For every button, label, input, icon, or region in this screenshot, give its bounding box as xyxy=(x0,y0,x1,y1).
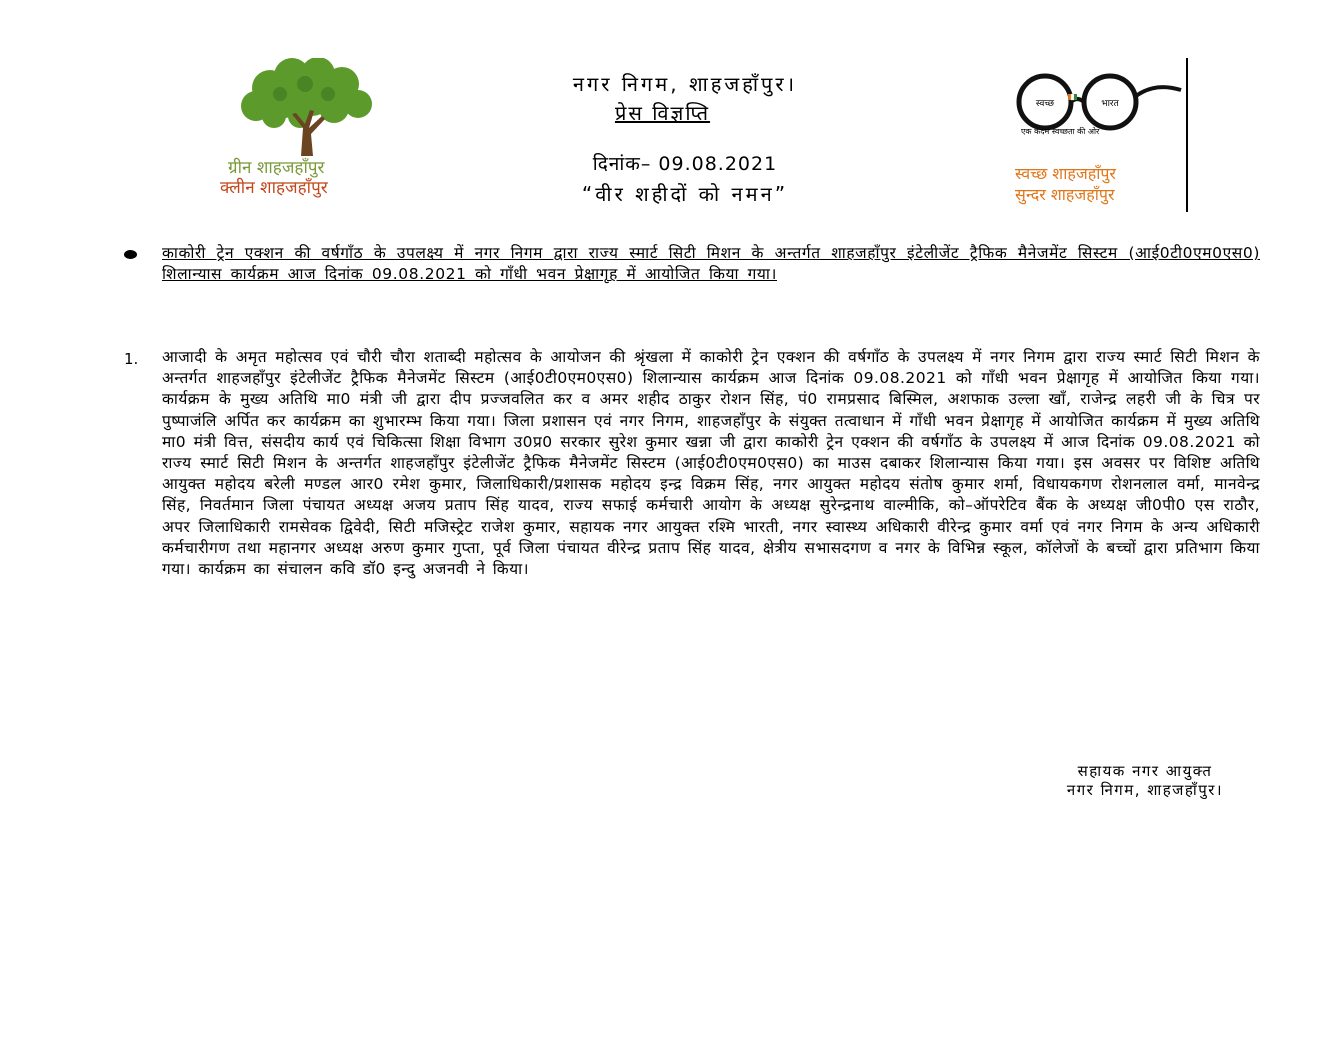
body-paragraph: आजादी के अमृत महोत्सव एवं चौरी चौरा शताब्दी महोत्सव के आयोजन की श्रृंखला में काकोरी ट्रेन एक्शन की वर्षगाँठ के उपलक्ष्य में नगर निगम द्वारा राज्य स्मार्ट सिटी मिशन के अन्तर्गत शाहजहाँपुर इंटेलीजेंट ट्रैफिक मैनेजमेंट सिस्टम (आई0टी0एम0एस0) शिलान्यास कार्यक्रम आज दिनांक 09.08.2021 को गाँधी भवन प्रेक्षागृह में आयोजित किया गया। कार्यक्रम के मुख्य अतिथि मा0 मंत्री जी द्वारा दीप प्रज्जवलित कर व अमर शहीद ठाकुर रोशन सिंह, पं0 रामप्रसाद बिस्मिल, अशफाक उल्ला खाँ, राजेन्द्र लहरी जी के चित्र पर पुष्पाजंलि अर्पित कर कार्यक्रम का शुभारम्भ किया गया। जिला प्रशासन एवं नगर निगम, शाहजहाँपुर के संयुक्त तत्वाधान में गाँधी भवन प्रेक्षागृह में आयोजित कार्यक्रम में मुख्य अतिथि मा0 मंत्री वित्त, संसदीय कार्य एवं चिकित्सा शिक्षा विभाग उ0प्र0 सरकार सुरेश कुमार खन्ना जी द्वारा काकोरी ट्रेन एक्शन की वर्षगाँठ के उपलक्ष्य में आज दिनांक 09.08.2021 को राज्य स्मार्ट सिटी मिशन के अन्तर्गत शाहजहाँपुर इंटेलीजेंट ट्रैफिक मैनेजमेंट सिस्टम (आई0टी0एम0एस0) का माउस दबाकर शिलान्यास किया गया। इस अवसर पर विशिष्ट अतिथि आयुक्त महोदय बरेली मण्डल आर0 रमेश कुमार, जिलाधिकारी/प्रशासक महोदय इन्द्र विक्रम सिंह, नगर आयुक्त महोदय संतोष कुमार शर्मा, विधायकगण रोशनलाल वर्मा, मानवेन्द्र सिंह, निवर्तमान जिला पंचायत अध्यक्ष अजय प्रताप सिंह यादव, राज्य सफाई कर्मचारी आयोग के अध्यक्ष सुरेन्द्रनाथ वाल्मीकि, को–ऑपरेटिव बैंक के अध्यक्ष जी0पी0 एस राठौर, अपर जिलाधिकारी रामसेवक द्विवेदी, सिटी मजिस्ट्रेट राजेश कुमार, सहायक नगर आयुक्त रश्मि भारती, नगर स्वास्थ्य अधिकारी वीरेन्द्र कुमार वर्मा एवं नगर निगम के अन्य अधिकारी कर्मचारीगण तथा महानगर अध्यक्ष अरुण कुमार गुप्ता, पूर्व जिला पंचायत वीरेन्द्र प्रताप सिंह यादव, क्षेत्रीय सभासदगण व नगर के विभिन्न स्कूल, कॉलेजों के बच्चों द्वारा प्रतिभाग किया गया। कार्यक्रम का संचालन कवि डॉ0 इन्दु अजनवी ने किया। xyxy=(162,348,1260,579)
left-logo-caption-clean: क्लीन शाहजहाँपुर xyxy=(220,178,328,198)
summary-bullet: काकोरी ट्रेन एक्शन की वर्षगाँठ के उपलक्ष्य में नगर निगम द्वारा राज्य स्मार्ट सिटी मिशन के अन्तर्गत शाहजहाँपुर इंटेलीजेंट ट्रैफिक मैनेजमेंट सिस्टम (आई0टी0एम0एस0) शिलान्यास कार्यक्रम आज दिनांक 09.08.2021 को गाँधी भवन प्रेक्षागृह में आयोजित किया गया। xyxy=(162,244,1260,283)
signature-block xyxy=(1030,762,1260,800)
swachh-badge-right-text: भारत xyxy=(1101,99,1119,109)
right-logo-caption-swachh: स्वच्छ शाहजहाँपुर xyxy=(1015,164,1116,183)
left-logo-caption-green: ग्रीन शाहजहाँपुर xyxy=(228,158,325,178)
gandhi-glasses-icon xyxy=(1005,72,1185,152)
green-shahjahanpur-logo xyxy=(210,58,400,208)
header-divider xyxy=(1186,58,1188,212)
tree-icon xyxy=(210,58,400,158)
bullet-icon xyxy=(124,250,137,259)
press-release-title: प्रेस विज्ञप्ति xyxy=(614,101,711,125)
swachh-bharat-logo xyxy=(1005,72,1185,212)
swachh-tagline: एक कदम स्वच्छता की ओर xyxy=(1021,127,1100,136)
paragraph-number: 1. xyxy=(124,350,139,368)
signatory-office: नगर निगम, शाहजहाँपुर। xyxy=(1066,781,1224,799)
signatory-designation: सहायक नगर आयुक्त xyxy=(1077,762,1213,780)
dateline: दिनांक– 09.08.2021 xyxy=(592,153,778,175)
organization-name: नगर निगम, शाहजहाँपुर। xyxy=(572,72,798,96)
swachh-badge-left-text: स्वच्छ xyxy=(1035,99,1055,109)
tagline: “वीर शहीदों को नमन” xyxy=(581,182,789,206)
right-logo-caption-sundar: सुन्दर शाहजहाँपुर xyxy=(1015,185,1115,204)
document-header xyxy=(440,70,930,207)
